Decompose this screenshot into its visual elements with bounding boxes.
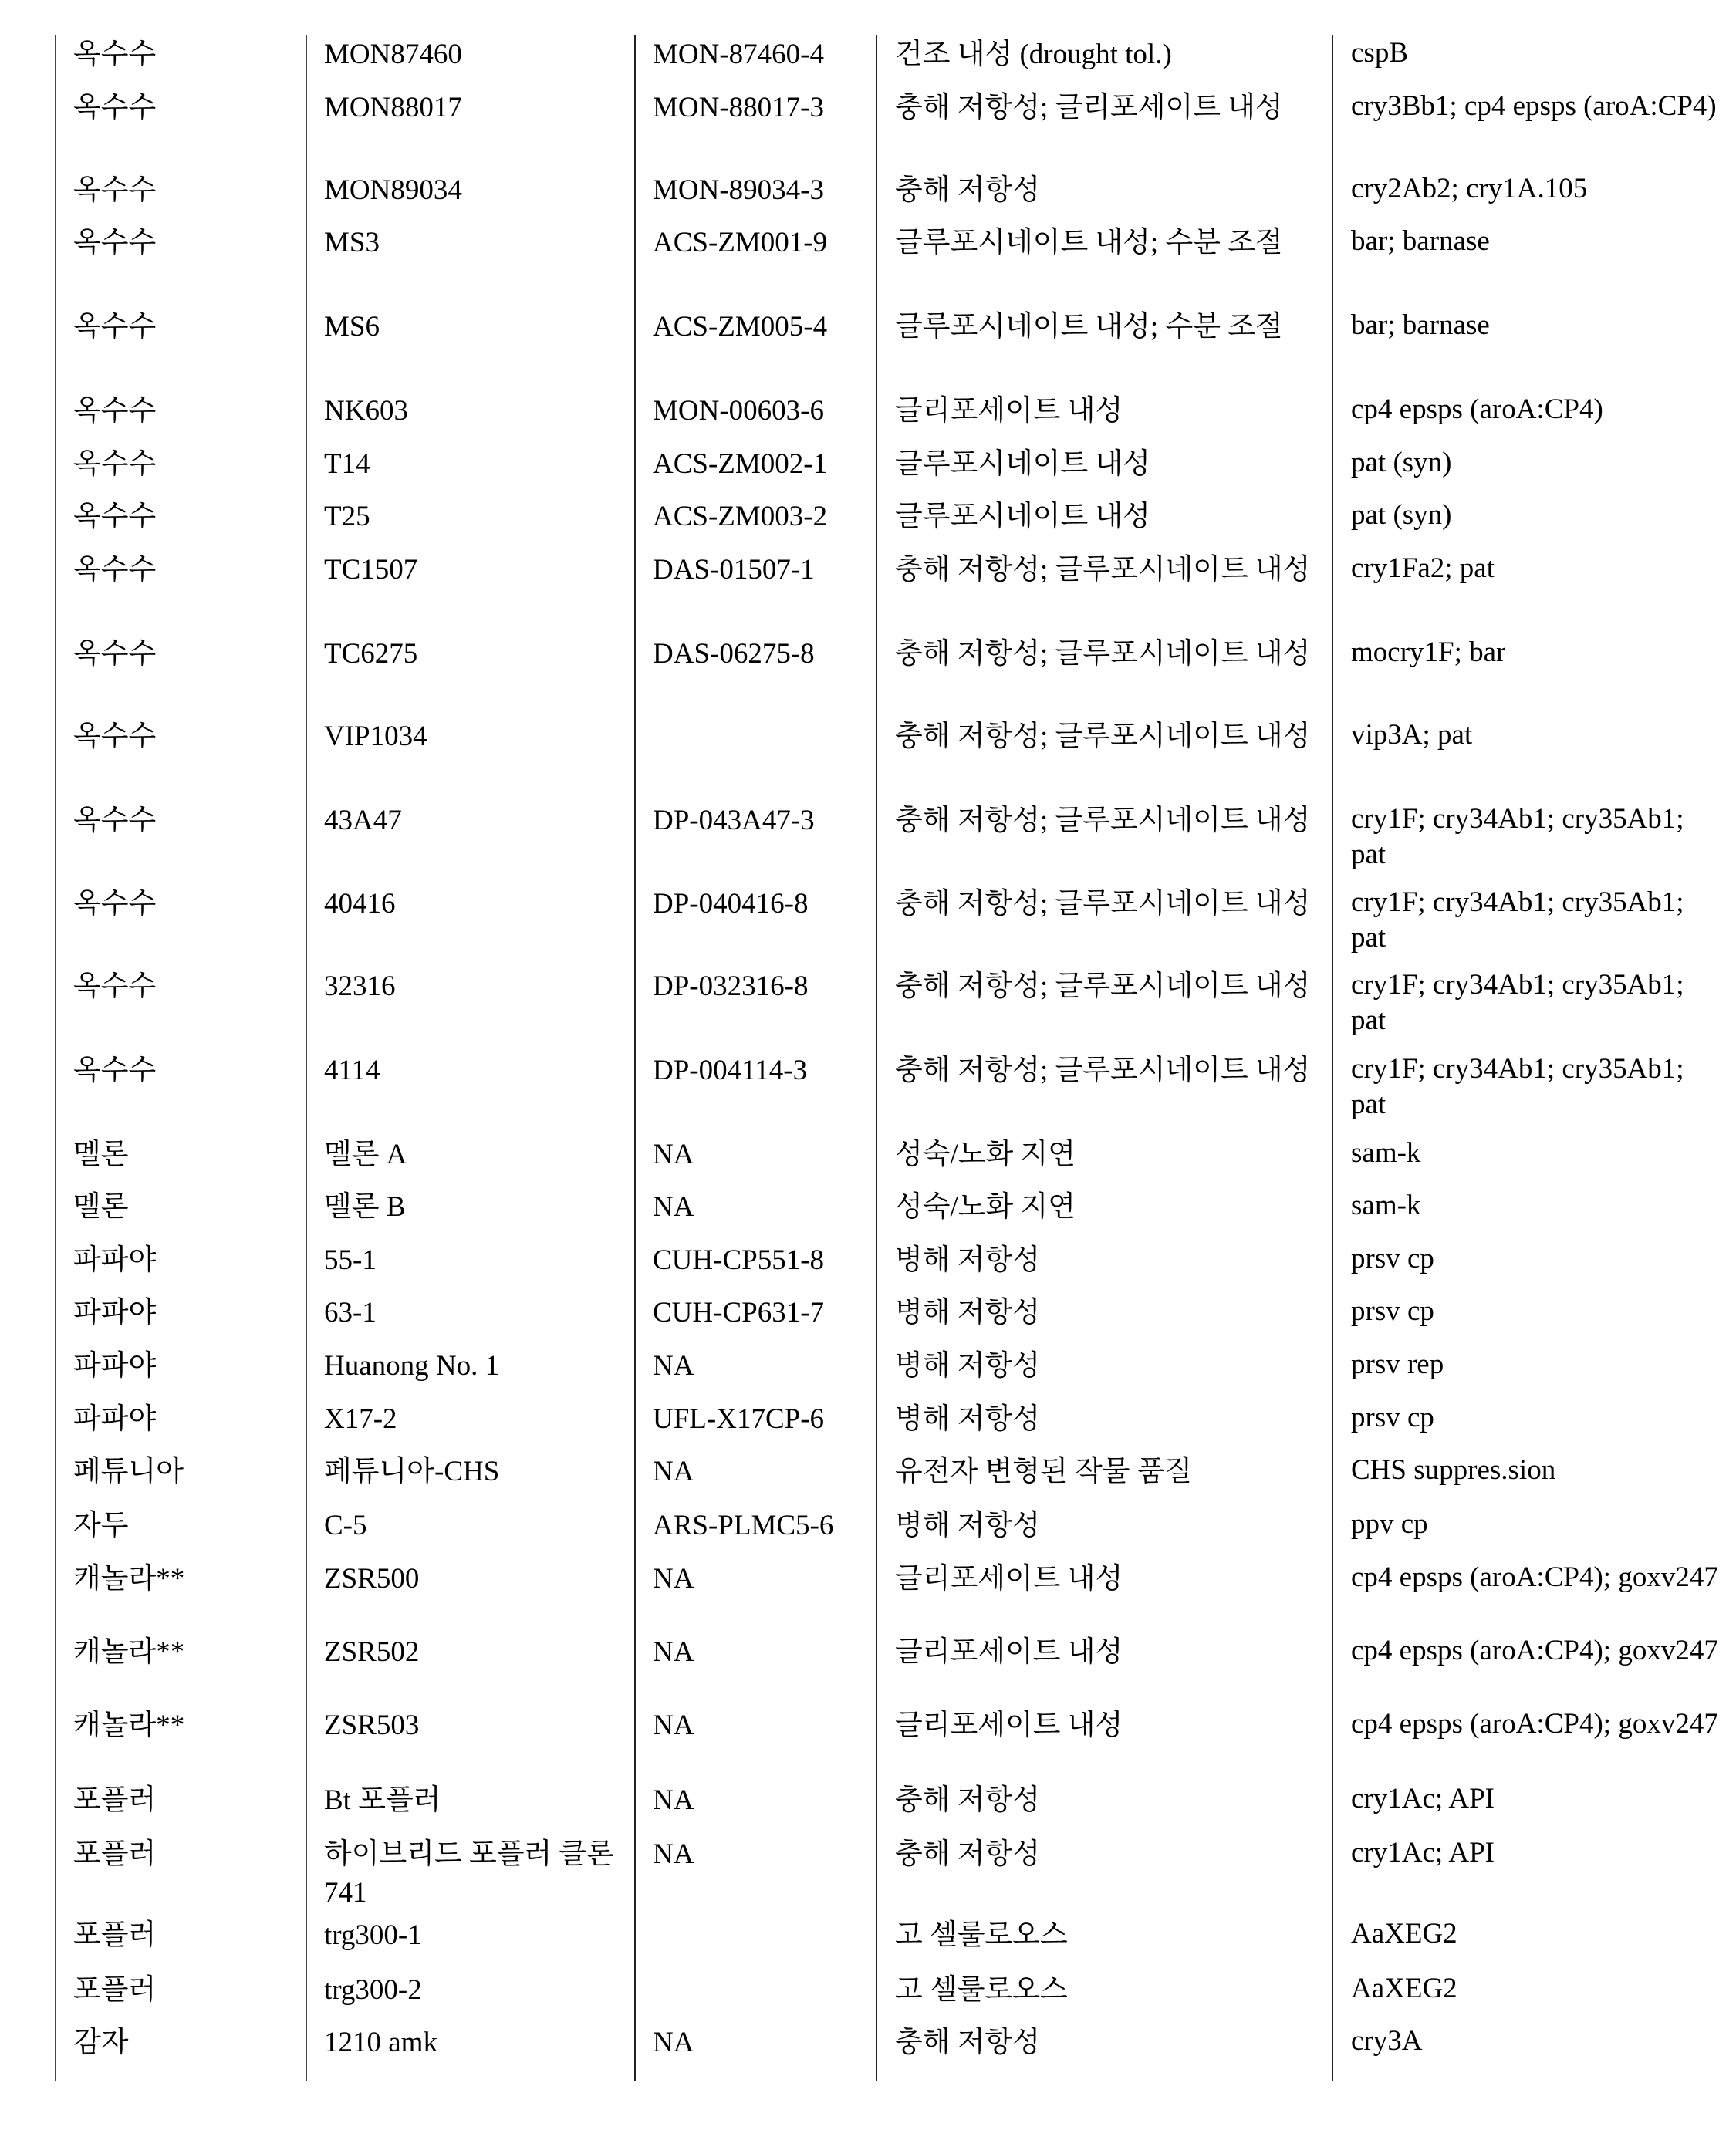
trait-cell: 병해 저항성 bbox=[895, 1403, 1040, 1435]
trait-cell: 성숙/노화 지연 bbox=[895, 1139, 1076, 1170]
genes-cell: cp4 epsps (aroA:CP4); goxv247 bbox=[1351, 1708, 1718, 1740]
unique-id-cell: ACS-ZM005-4 bbox=[653, 311, 828, 343]
genes-cell: AaXEG2 bbox=[1351, 1973, 1457, 2004]
genes-cell: prsv rep bbox=[1351, 1349, 1444, 1380]
crop-cell: 옥수수 bbox=[73, 311, 157, 343]
trait-cell: 고 셀룰로오스 bbox=[895, 1919, 1068, 1951]
event-cell: Bt 포플러 bbox=[324, 1784, 441, 1816]
table-row-1 bbox=[0, 89, 1736, 171]
table-row-6 bbox=[0, 445, 1736, 498]
unique-id-cell: NA bbox=[653, 1350, 694, 1382]
crop-cell: 옥수수 bbox=[73, 448, 157, 480]
trait-cell: 충해 저항성; 글루포시네이트 내성 bbox=[895, 1055, 1311, 1086]
unique-id-cell: NA bbox=[653, 1636, 694, 1668]
trait-cell: 글루포시네이트 내성; 수분 조절 bbox=[895, 227, 1283, 258]
crop-cell: 캐놀라** bbox=[73, 1636, 185, 1668]
table-row-14 bbox=[0, 1051, 1736, 1136]
event-cell: trg300-1 bbox=[324, 1919, 422, 1951]
unique-id-cell: NA bbox=[653, 1784, 694, 1816]
crop-cell: 캐놀라** bbox=[73, 1710, 185, 1741]
table-row-8 bbox=[0, 551, 1736, 635]
trait-cell: 충해 저항성; 글루포시네이트 내성 bbox=[895, 970, 1311, 1002]
genes-cell: cry1Ac; API bbox=[1351, 1783, 1495, 1814]
trait-cell: 병해 저항성 bbox=[895, 1244, 1040, 1276]
table-row-13 bbox=[0, 967, 1736, 1051]
table-row-27 bbox=[0, 1835, 1736, 1916]
unique-id-cell: DP-032316-8 bbox=[653, 970, 809, 1002]
trait-cell: 충해 저항성 bbox=[895, 174, 1040, 206]
event-cell: 멜론 B bbox=[324, 1191, 406, 1223]
crop-cell: 파파야 bbox=[73, 1297, 157, 1328]
genes-cell: cry1F; cry34Ab1; cry35Ab1; pat bbox=[1351, 803, 1684, 870]
event-cell: 40416 bbox=[324, 888, 396, 920]
table-row-0 bbox=[0, 35, 1736, 89]
table-row-3 bbox=[0, 224, 1736, 308]
event-cell: T25 bbox=[324, 501, 370, 532]
crop-cell: 옥수수 bbox=[73, 92, 157, 123]
event-cell: NK603 bbox=[324, 395, 408, 427]
event-cell: 32316 bbox=[324, 970, 396, 1002]
event-cell: trg300-2 bbox=[324, 1974, 422, 2006]
unique-id-cell: ACS-ZM002-1 bbox=[653, 448, 828, 480]
table-row-2 bbox=[0, 171, 1736, 224]
table-row-15 bbox=[0, 1136, 1736, 1188]
crop-cell: 옥수수 bbox=[73, 888, 157, 920]
crop-cell: 파파야 bbox=[73, 1244, 157, 1276]
table-row-28 bbox=[0, 1916, 1736, 1971]
table-row-16 bbox=[0, 1188, 1736, 1241]
crop-cell: 옥수수 bbox=[73, 227, 157, 258]
event-cell: MS6 bbox=[324, 311, 380, 343]
event-cell: 페튜니아-CHS bbox=[324, 1456, 500, 1487]
unique-id-cell: NA bbox=[653, 1710, 694, 1741]
genes-cell: cry2Ab2; cry1A.105 bbox=[1351, 173, 1588, 204]
table-row-26 bbox=[0, 1781, 1736, 1835]
trait-cell: 충해 저항성; 글루포시네이트 내성 bbox=[895, 888, 1311, 920]
table-row-20 bbox=[0, 1400, 1736, 1453]
crop-cell: 멜론 bbox=[73, 1191, 129, 1223]
unique-id-cell: ARS-PLMC5-6 bbox=[653, 1510, 834, 1541]
crop-cell: 옥수수 bbox=[73, 395, 157, 427]
trait-cell: 충해 저항성 bbox=[895, 2027, 1040, 2058]
unique-id-cell: NA bbox=[653, 1838, 694, 1870]
unique-id-cell: NA bbox=[653, 1563, 694, 1595]
trait-cell: 유전자 변형된 작물 품질 bbox=[895, 1456, 1193, 1487]
crop-cell: 옥수수 bbox=[73, 638, 157, 670]
trait-cell: 충해 저항성; 글루포시네이트 내성 bbox=[895, 721, 1311, 752]
event-cell: 43A47 bbox=[324, 805, 402, 836]
event-cell: TC6275 bbox=[324, 638, 418, 670]
trait-cell: 병해 저항성 bbox=[895, 1510, 1040, 1541]
event-cell: ZSR502 bbox=[324, 1636, 420, 1668]
unique-id-cell: DP-043A47-3 bbox=[653, 805, 815, 836]
unique-id-cell: CUH-CP551-8 bbox=[653, 1244, 825, 1276]
crop-cell: 파파야 bbox=[73, 1350, 157, 1382]
unique-id-cell: CUH-CP631-7 bbox=[653, 1297, 825, 1328]
crop-cell: 옥수수 bbox=[73, 805, 157, 836]
event-cell: 멜론 A bbox=[324, 1139, 407, 1170]
genes-cell: cry1F; cry34Ab1; cry35Ab1; pat bbox=[1351, 1053, 1684, 1120]
genes-cell: vip3A; pat bbox=[1351, 719, 1473, 751]
unique-id-cell: ACS-ZM003-2 bbox=[653, 501, 828, 532]
event-cell: 55-1 bbox=[324, 1244, 377, 1276]
genes-cell: cry1F; cry34Ab1; cry35Ab1; pat bbox=[1351, 969, 1684, 1036]
crop-cell: 페튜니아 bbox=[73, 1456, 184, 1487]
event-cell: 4114 bbox=[324, 1055, 380, 1086]
trait-cell: 충해 저항성; 글루포시네이트 내성 bbox=[895, 554, 1311, 586]
trait-cell: 글루포시네이트 내성; 수분 조절 bbox=[895, 311, 1283, 343]
table-row-10 bbox=[0, 717, 1736, 802]
trait-cell: 병해 저항성 bbox=[895, 1297, 1040, 1328]
genes-cell: ppv cp bbox=[1351, 1508, 1428, 1540]
unique-id-cell: DP-004114-3 bbox=[653, 1055, 808, 1086]
unique-id-cell: NA bbox=[653, 2027, 694, 2058]
unique-id-cell: ACS-ZM001-9 bbox=[653, 227, 828, 258]
trait-cell: 글루포시네이트 내성 bbox=[895, 448, 1150, 480]
table-row-7 bbox=[0, 498, 1736, 551]
trait-cell: 글리포세이트 내성 bbox=[895, 1563, 1123, 1595]
event-cell: ZSR500 bbox=[324, 1563, 420, 1595]
unique-id-cell: DP-040416-8 bbox=[653, 888, 809, 920]
genes-cell: cspB bbox=[1351, 37, 1408, 69]
genes-cell: cp4 epsps (aroA:CP4); goxv247 bbox=[1351, 1635, 1718, 1666]
event-cell: MON89034 bbox=[324, 174, 462, 206]
event-cell: T14 bbox=[324, 448, 370, 480]
table-row-9 bbox=[0, 635, 1736, 717]
trait-cell: 충해 저항성; 글루포시네이트 내성 bbox=[895, 805, 1311, 836]
table-row-4 bbox=[0, 308, 1736, 392]
trait-cell: 충해 저항성 bbox=[895, 1784, 1040, 1816]
table-row-21 bbox=[0, 1453, 1736, 1507]
trait-cell: 건조 내성 (drought tol.) bbox=[895, 39, 1172, 70]
unique-id-cell: UFL-X17CP-6 bbox=[653, 1403, 825, 1435]
event-cell: TC1507 bbox=[324, 554, 418, 586]
trait-cell: 글리포세이트 내성 bbox=[895, 395, 1123, 427]
crop-cell: 포플러 bbox=[73, 1838, 157, 1870]
crop-cell: 옥수수 bbox=[73, 1055, 157, 1086]
crop-cell: 옥수수 bbox=[73, 174, 157, 206]
trait-cell: 충해 저항성 bbox=[895, 1838, 1040, 1870]
genes-cell: sam-k bbox=[1351, 1190, 1421, 1221]
unique-id-cell: NA bbox=[653, 1191, 694, 1223]
gm-events-table bbox=[0, 35, 1736, 2077]
crop-cell: 옥수수 bbox=[73, 501, 157, 532]
genes-cell: bar; barnase bbox=[1351, 225, 1490, 257]
unique-id-cell: MON-88017-3 bbox=[653, 92, 824, 123]
table-row-24 bbox=[0, 1633, 1736, 1706]
crop-cell: 파파야 bbox=[73, 1403, 157, 1435]
event-cell: VIP1034 bbox=[324, 721, 427, 752]
event-cell: ZSR503 bbox=[324, 1710, 420, 1741]
crop-cell: 멜론 bbox=[73, 1139, 129, 1170]
trait-cell: 병해 저항성 bbox=[895, 1350, 1040, 1382]
genes-cell: prsv cp bbox=[1351, 1402, 1434, 1433]
genes-cell: AaXEG2 bbox=[1351, 1918, 1457, 1949]
unique-id-cell: NA bbox=[653, 1139, 694, 1170]
genes-cell: cry1Ac; API bbox=[1351, 1837, 1495, 1868]
table-row-30 bbox=[0, 2024, 1736, 2077]
crop-cell: 캐놀라** bbox=[73, 1563, 185, 1595]
genes-cell: cp4 epsps (aroA:CP4) bbox=[1351, 393, 1603, 425]
genes-cell: mocry1F; bar bbox=[1351, 636, 1506, 668]
genes-cell: prsv cp bbox=[1351, 1243, 1434, 1274]
genes-cell: cry1F; cry34Ab1; cry35Ab1; pat bbox=[1351, 886, 1684, 954]
crop-cell: 포플러 bbox=[73, 1974, 157, 2006]
crop-cell: 옥수수 bbox=[73, 721, 157, 752]
genes-cell: prsv cp bbox=[1351, 1295, 1434, 1327]
table-row-23 bbox=[0, 1560, 1736, 1633]
event-cell: 63-1 bbox=[324, 1297, 377, 1328]
table-row-19 bbox=[0, 1347, 1736, 1400]
genes-cell: sam-k bbox=[1351, 1137, 1421, 1169]
unique-id-cell: MON-00603-6 bbox=[653, 395, 824, 427]
genes-cell: cry3A bbox=[1351, 2025, 1423, 2057]
table-row-22 bbox=[0, 1507, 1736, 1560]
genes-cell: pat (syn) bbox=[1351, 447, 1452, 478]
crop-cell: 포플러 bbox=[73, 1784, 157, 1816]
unique-id-cell: MON-89034-3 bbox=[653, 174, 824, 206]
unique-id-cell: DAS-01507-1 bbox=[653, 554, 815, 586]
trait-cell: 성숙/노화 지연 bbox=[895, 1191, 1076, 1223]
unique-id-cell: NA bbox=[653, 1456, 694, 1487]
event-cell: MON88017 bbox=[324, 92, 462, 123]
table-row-29 bbox=[0, 1971, 1736, 2024]
crop-cell: 감자 bbox=[73, 2027, 129, 2058]
genes-cell: pat (syn) bbox=[1351, 499, 1452, 531]
table-row-12 bbox=[0, 885, 1736, 967]
event-cell: Huanong No. 1 bbox=[324, 1350, 500, 1382]
event-cell: 하이브리드 포플러 클론 741 bbox=[324, 1838, 614, 1909]
trait-cell: 글루포시네이트 내성 bbox=[895, 501, 1150, 532]
genes-cell: cry1Fa2; pat bbox=[1351, 552, 1495, 584]
trait-cell: 글리포세이트 내성 bbox=[895, 1710, 1123, 1741]
unique-id-cell: MON-87460-4 bbox=[653, 39, 824, 70]
genes-cell: bar; barnase bbox=[1351, 309, 1490, 341]
table-row-11 bbox=[0, 802, 1736, 885]
genes-cell: CHS suppres.sion bbox=[1351, 1454, 1556, 1486]
trait-cell: 충해 저항성; 글루포시네이트 내성 bbox=[895, 638, 1311, 670]
event-cell: MS3 bbox=[324, 227, 380, 258]
genes-cell: cry3Bb1; cp4 epsps (aroA:CP4) bbox=[1351, 90, 1717, 122]
genes-cell: cp4 epsps (aroA:CP4); goxv247 bbox=[1351, 1561, 1718, 1593]
event-cell: 1210 amk bbox=[324, 2027, 437, 2058]
crop-cell: 옥수수 bbox=[73, 39, 157, 70]
trait-cell: 글리포세이트 내성 bbox=[895, 1636, 1123, 1668]
trait-cell: 고 셀룰로오스 bbox=[895, 1974, 1068, 2006]
table-row-17 bbox=[0, 1241, 1736, 1294]
crop-cell: 옥수수 bbox=[73, 554, 157, 586]
table-row-5 bbox=[0, 392, 1736, 445]
table-row-18 bbox=[0, 1294, 1736, 1347]
crop-cell: 옥수수 bbox=[73, 970, 157, 1002]
event-cell: X17-2 bbox=[324, 1403, 397, 1435]
event-cell: C-5 bbox=[324, 1510, 367, 1541]
trait-cell: 충해 저항성; 글리포세이트 내성 bbox=[895, 92, 1283, 123]
event-cell: MON87460 bbox=[324, 39, 462, 70]
unique-id-cell: DAS-06275-8 bbox=[653, 638, 815, 670]
table-row-25 bbox=[0, 1706, 1736, 1781]
crop-cell: 자두 bbox=[73, 1510, 129, 1541]
crop-cell: 포플러 bbox=[73, 1919, 157, 1951]
